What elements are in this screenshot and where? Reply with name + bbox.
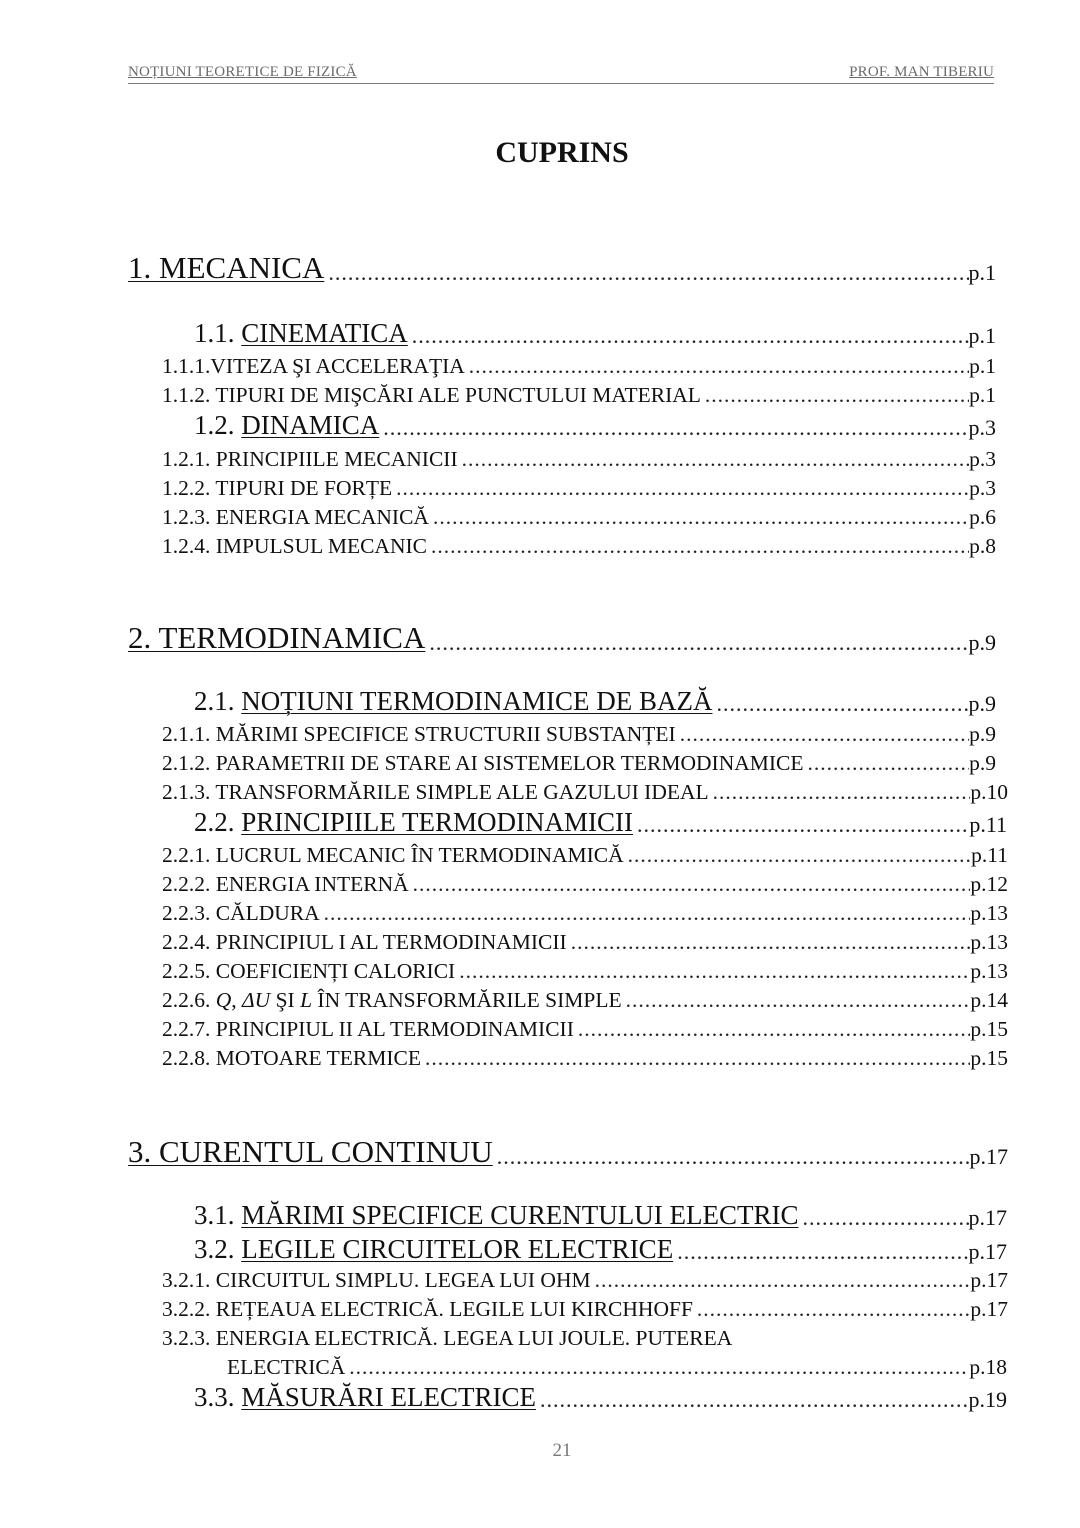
toc-entry-q-du-l[interactable] xyxy=(162,988,1008,1013)
toc-entry-marimi-curent[interactable] xyxy=(194,1200,1007,1231)
leader-dots xyxy=(624,843,972,868)
toc-label-wrap xyxy=(194,1234,673,1265)
toc-label: MĂRIMI SPECIFICE CURENTULUI ELECTRIC xyxy=(241,1200,799,1230)
toc-label: 2.2.7. PRINCIPIUL II AL TERMODINAMICII xyxy=(162,1017,574,1041)
toc-page: p.15 xyxy=(970,1017,1008,1041)
toc-label-wrap xyxy=(194,686,712,717)
leader-dots xyxy=(345,1355,969,1380)
toc-page: p.17 xyxy=(970,1297,1008,1321)
toc-number: 3.3. xyxy=(194,1382,235,1412)
toc-page: p.13 xyxy=(970,930,1008,954)
toc-entry-principiile-mecanicii[interactable] xyxy=(162,447,996,472)
toc-page: p.17 xyxy=(970,1268,1008,1292)
leader-dots xyxy=(408,323,969,349)
toc-label: 3.2.3. ENERGIA ELECTRICĂ. LEGEA LUI JOULE. PUTEREA xyxy=(162,1326,733,1350)
leader-dots xyxy=(574,1017,971,1042)
leader-dots xyxy=(379,415,968,441)
leader-dots xyxy=(673,1239,968,1265)
leader-dots xyxy=(425,630,968,656)
toc-page: p.3 xyxy=(969,447,996,471)
toc-page: p.13 xyxy=(970,901,1008,925)
leader-dots xyxy=(409,872,971,897)
toc-page: p.17 xyxy=(969,1144,1008,1169)
toc-entry-principiile-termodinamicii[interactable] xyxy=(194,807,1007,838)
toc-page: p.14 xyxy=(970,988,1008,1012)
leader-dots xyxy=(712,691,968,717)
toc-page: p.1 xyxy=(968,260,996,285)
toc-entry-energia-mecanica[interactable] xyxy=(162,505,996,530)
toc-label: DINAMICA xyxy=(241,410,380,440)
toc-label: 2. TERMODINAMICA xyxy=(128,620,426,655)
leader-dots xyxy=(320,901,971,926)
toc-label: 1. MECANICA xyxy=(128,250,325,285)
toc-page: p.3 xyxy=(968,415,996,440)
leader-dots xyxy=(455,959,970,984)
toc-label: 2.2.1. LUCRUL MECANIC ÎN TERMODINAMICĂ xyxy=(162,843,624,867)
toc-entry-transformarile[interactable] xyxy=(162,780,1008,805)
toc-label: 1.2.2. TIPURI DE FORȚE xyxy=(162,476,393,500)
page-number: 21 xyxy=(552,1440,572,1461)
toc-entry-energia-electrica-cont[interactable] xyxy=(227,1355,1007,1380)
toc-entry-curentul-continuu[interactable] xyxy=(128,1134,1008,1170)
leader-dots xyxy=(693,1297,970,1322)
toc-page: p.12 xyxy=(970,872,1008,896)
leader-dots xyxy=(429,505,969,530)
header-left: NOȚIUNI TEORETICE DE FIZICĂ xyxy=(128,64,357,80)
toc-label: 2.2.3. CĂLDURA xyxy=(162,901,320,925)
leader-dots xyxy=(427,534,969,559)
toc-label-wrap xyxy=(162,988,622,1013)
toc-entry-impulsul[interactable] xyxy=(162,534,996,559)
toc-label: 3.2.1. CIRCUITUL SIMPLU. LEGEA LUI OHM xyxy=(162,1268,591,1292)
toc-entry-coeficienti[interactable] xyxy=(162,959,1008,984)
toc-page: p.15 xyxy=(970,1046,1008,1070)
toc-page: p.11 xyxy=(971,843,1008,867)
toc-page: p.9 xyxy=(969,722,996,746)
toc-label: 2.2.2. ENERGIA INTERNĂ xyxy=(162,872,409,896)
leader-dots xyxy=(421,1046,970,1071)
conjunction: ŞI xyxy=(275,988,295,1012)
toc-label: 2.2.5. COEFICIENȚI CALORICI xyxy=(162,959,456,983)
toc-entry-dinamica[interactable] xyxy=(194,410,996,441)
running-header xyxy=(128,64,994,84)
toc-entry-principiul-1[interactable] xyxy=(162,930,1008,955)
toc-entry-legile-circuitelor[interactable] xyxy=(194,1234,1007,1265)
toc-label: 3. CURENTUL CONTINUU xyxy=(128,1134,493,1169)
leader-dots xyxy=(567,930,971,955)
toc-entry-termodinamica[interactable] xyxy=(128,620,996,656)
toc-entry-mecanica[interactable] xyxy=(128,250,996,286)
toc-entry-principiul-2[interactable] xyxy=(162,1017,1008,1042)
leader-dots xyxy=(622,988,971,1013)
toc-label: LEGILE CIRCUITELOR ELECTRICE xyxy=(241,1234,674,1264)
symbol-l: L xyxy=(300,988,313,1012)
toc-entry-energia-electrica[interactable] xyxy=(162,1326,862,1351)
symbol-separator: , xyxy=(231,988,237,1012)
header-right: PROF. MAN TIBERIU xyxy=(849,64,994,80)
toc-label: CINEMATICA xyxy=(241,318,408,348)
toc-label: 2.2.4. PRINCIPIUL I AL TERMODINAMICII xyxy=(162,930,567,954)
toc-label: 2.1.1. MĂRIMI SPECIFICE STRUCTURII SUBSTANȚEI xyxy=(162,722,676,746)
symbol-q: Q xyxy=(215,988,232,1012)
leader-dots xyxy=(709,780,971,805)
toc-page: p.1 xyxy=(969,354,996,378)
toc-label: NOȚIUNI TERMODINAMICE DE BAZĂ xyxy=(241,686,713,716)
toc-entry-reteaua[interactable] xyxy=(162,1297,1008,1322)
toc-page: p.8 xyxy=(969,534,996,558)
leader-dots xyxy=(804,751,970,776)
toc-page: p.19 xyxy=(968,1387,1007,1412)
toc-page: p.9 xyxy=(968,691,996,716)
leader-dots xyxy=(458,447,970,472)
toc-page: p.1 xyxy=(969,383,996,407)
toc-label-rest: ÎN TRANSFORMĂRILE SIMPLE xyxy=(317,988,622,1012)
toc-entry-masurari[interactable] xyxy=(194,1382,1007,1413)
toc-label-wrap xyxy=(194,807,633,838)
leader-dots xyxy=(392,476,969,501)
leader-dots xyxy=(324,260,968,286)
leader-dots xyxy=(465,354,969,379)
toc-page: p.6 xyxy=(969,505,996,529)
toc-label-wrap xyxy=(194,1200,799,1231)
toc-entry-lucrul[interactable] xyxy=(162,843,1008,868)
toc-label: PRINCIPIILE TERMODINAMICII xyxy=(241,807,633,837)
toc-number: 2.1. xyxy=(194,686,235,716)
toc-label-wrap xyxy=(194,318,408,349)
toc-number: 2.2.6. xyxy=(162,988,211,1012)
toc-label: 1.1.2. TIPURI DE MIŞCĂRI ALE PUNCTULUI MATERIAL xyxy=(162,383,701,407)
toc-entry-notiuni[interactable] xyxy=(194,686,996,717)
toc-label: 2.2.8. MOTOARE TERMICE xyxy=(162,1046,422,1070)
toc-page: p.1 xyxy=(968,323,996,348)
toc-page: p.9 xyxy=(969,751,996,775)
leader-dots xyxy=(493,1144,970,1170)
toc-label-wrap xyxy=(194,1382,536,1413)
toc-page: p.10 xyxy=(970,780,1008,804)
toc-entry-tipuri-miscari[interactable] xyxy=(162,383,996,408)
toc-page: p.9 xyxy=(968,630,996,655)
leader-dots xyxy=(676,722,969,747)
toc-label-continuation: ELECTRICĂ xyxy=(227,1355,346,1379)
toc-label: 3.2.2. REȚEAUA ELECTRICĂ. LEGILE LUI KIRCHHOFF xyxy=(162,1297,693,1321)
leader-dots xyxy=(701,383,969,408)
toc-label: 1.2.3. ENERGIA MECANICĂ xyxy=(162,505,429,529)
leader-dots xyxy=(799,1205,969,1231)
toc-page: p.3 xyxy=(969,476,996,500)
page-title: CUPRINS xyxy=(495,136,629,169)
toc-number: 3.1. xyxy=(194,1200,235,1230)
toc-label: 2.1.3. TRANSFORMĂRILE SIMPLE ALE GAZULUI IDEAL xyxy=(162,780,709,804)
toc-entry-motoare[interactable] xyxy=(162,1046,1008,1071)
toc-entry-energia-interna[interactable] xyxy=(162,872,1008,897)
toc-number: 3.2. xyxy=(194,1234,235,1264)
toc-page: p.18 xyxy=(969,1355,1007,1379)
toc-entry-parametrii[interactable] xyxy=(162,751,996,776)
toc-entry-caldura[interactable] xyxy=(162,901,1008,926)
toc-page: p.17 xyxy=(968,1205,1007,1230)
toc-label: MĂSURĂRI ELECTRICE xyxy=(241,1382,537,1412)
toc-entry-viteza[interactable] xyxy=(162,354,996,379)
symbol-delta-u: ΔU xyxy=(242,988,271,1012)
toc-page: p.11 xyxy=(969,812,1007,837)
toc-label: 1.2.4. IMPULSUL MECANIC xyxy=(162,534,427,558)
toc-label-wrap xyxy=(194,410,379,441)
leader-dots xyxy=(536,1387,968,1413)
toc-entry-circuitul-simplu[interactable] xyxy=(162,1268,1008,1293)
toc-entry-tipuri-forte[interactable] xyxy=(162,476,996,501)
toc-page: p.13 xyxy=(970,959,1008,983)
toc-number: 1.2. xyxy=(194,410,235,440)
leader-dots xyxy=(633,812,969,838)
toc-page: p.17 xyxy=(968,1239,1007,1264)
toc-entry-cinematica[interactable] xyxy=(194,318,996,349)
toc-label: 2.1.2. PARAMETRII DE STARE AI SISTEMELOR TERMODINAMICE xyxy=(162,751,804,775)
toc-number: 1.1. xyxy=(194,318,235,348)
toc-label: 1.1.1.VITEZA ŞI ACCELERAŢIA xyxy=(162,354,465,378)
toc-entry-marimi-structura[interactable] xyxy=(162,722,996,747)
toc-label: 1.2.1. PRINCIPIILE MECANICII xyxy=(162,447,458,471)
toc-number: 2.2. xyxy=(194,807,235,837)
leader-dots xyxy=(591,1268,971,1293)
